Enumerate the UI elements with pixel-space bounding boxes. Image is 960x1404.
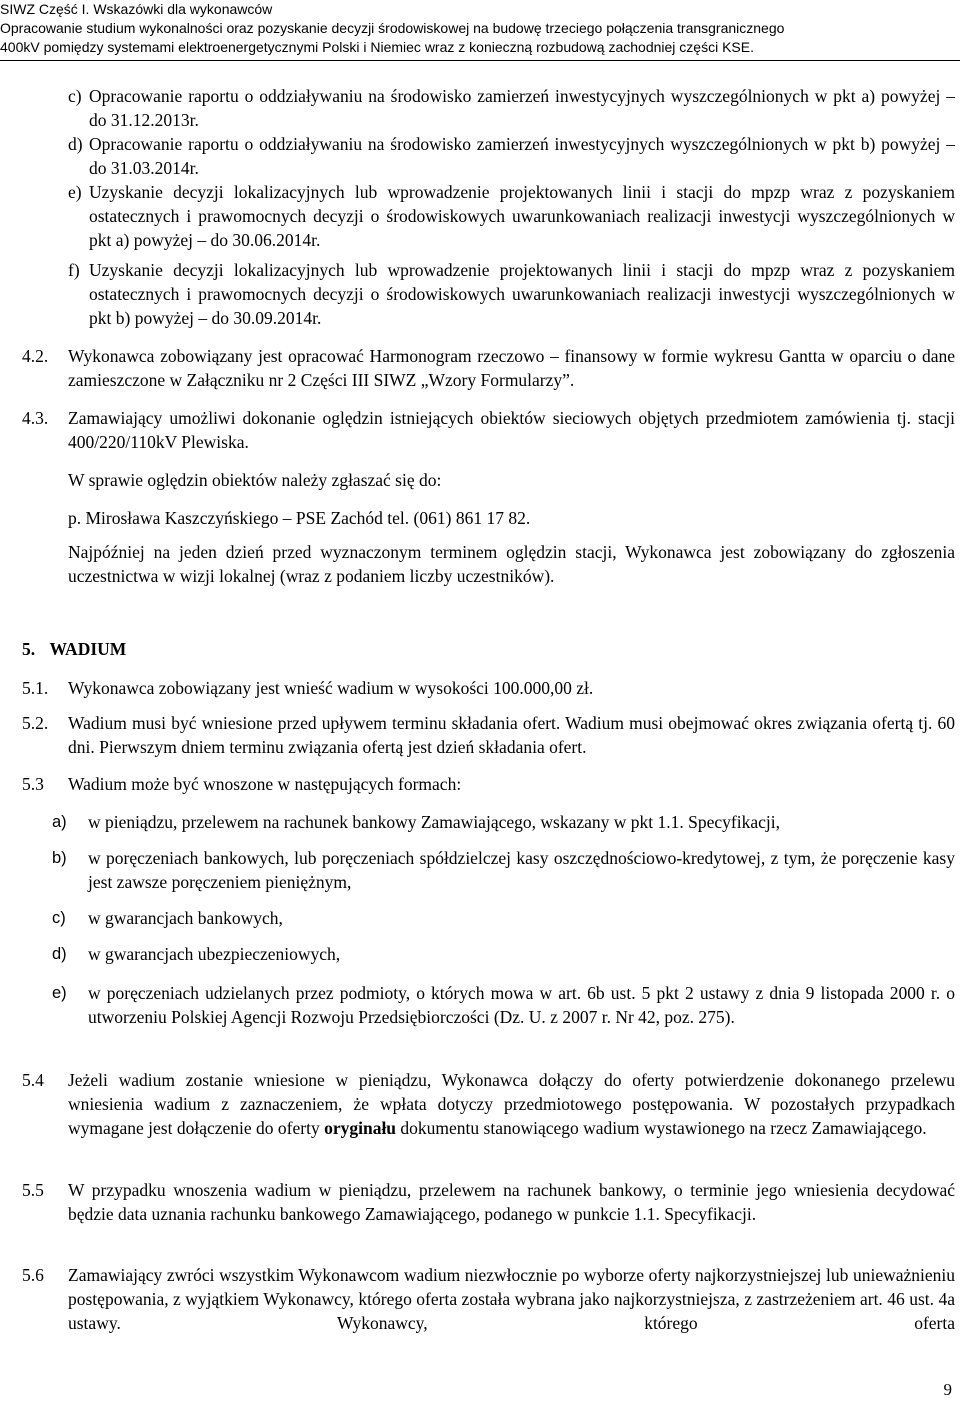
list-item-text: w gwarancjach ubezpieczeniowych, <box>88 944 341 964</box>
section-4-3 <box>22 406 955 454</box>
list-item-d <box>68 132 955 180</box>
list-item-e <box>68 180 955 252</box>
list-item-text: Uzyskanie decyzji lokalizacyjnych lub wprowadzenie projektowanych linii i stacji do mpzp wraz z pozyskaniem ostatecznych i prawomocnych decyzji o środowiskowych uwarunkowaniach realizacji inwestycji wyszczególnionych w pkt b) powyżej – do 30.09.2014r. <box>89 260 955 328</box>
section-5-heading <box>22 637 126 661</box>
section-text: Wykonawca zobowiązany jest wnieść wadium w wysokości 100.000,00 zł. <box>68 678 594 698</box>
list-item-label: c) <box>52 909 66 927</box>
section-5-2 <box>22 711 955 759</box>
list-item-label: a) <box>52 813 67 831</box>
header-project-line-1: Opracowanie studium wykonalności oraz pozyskanie decyzji środowiskowej na budowę trzeciego połączenia transgranicznego <box>0 20 785 36</box>
section-text: Wadium może być wnoszone w następujących formach: <box>68 774 462 794</box>
wadium-form-b <box>52 846 955 894</box>
header-project-line-2: 400kV pomiędzy systemami elektroenergetycznymi Polski i Niemiec wraz z konieczną rozbudową zachodniej części KSE. <box>0 39 754 55</box>
section-5-6 <box>22 1263 955 1335</box>
page-number: 9 <box>943 1380 952 1399</box>
section-text: Wadium musi być wniesione przed upływem terminu składania ofert. Wadium musi obejmować okres związania ofertą tj. 60 dni. Pierwszym dniem terminu związania ofertą jest dzień składania ofert. <box>68 713 955 757</box>
list-item-label: e) <box>68 182 82 202</box>
list-item-label: f) <box>68 260 80 280</box>
section-text: W przypadku wnoszenia wadium w pieniądzu, przelewem na rachunek bankowy, o terminie jego wniesienia decydować będzie data uznania rachunku bankowego Zamawiającego, podanego w punkcie 1.1. Specyfikacji. <box>68 1180 955 1224</box>
section-number: 4.2. <box>22 346 49 366</box>
section-text: Wykonawca zobowiązany jest opracować Harmonogram rzeczowo – finansowy w formie wykresu Gantta w oparciu o dane zamieszczone w Załączniku nr 2 Części III SIWZ „Wzory Formularzy”. <box>68 346 955 390</box>
section-4-2 <box>22 344 955 392</box>
section-number: 5.2. <box>22 713 49 733</box>
page-header <box>0 0 960 61</box>
list-item-text: Opracowanie raportu o oddziaływaniu na środowisko zamierzeń inwestycyjnych wyszczególnionych w pkt b) powyżej – do 31.03.2014r. <box>89 134 955 178</box>
list-item-text: w poręczeniach bankowych, lub poręczeniach spółdzielczej kasy oszczędnościowo-kredytowej, z tym, że poręczenie kasy jest zawsze poręczeniem pieniężnym, <box>88 848 955 892</box>
list-item-text: w gwarancjach bankowych, <box>88 908 283 928</box>
wadium-form-e <box>52 981 955 1029</box>
inspection-note: Najpóźniej na jeden dzień przed wyznaczonym terminem oględzin stacji, Wykonawca jest zobowiązany do zgłoszenia uczestnictwa w wizji lokalnej (wraz z podaniem liczby uczestników). <box>68 542 955 586</box>
wadium-form-c <box>52 906 955 930</box>
list-item-text: Uzyskanie decyzji lokalizacyjnych lub wprowadzenie projektowanych linii i stacji do mpzp wraz z pozyskaniem ostatecznych i prawomocnych decyzji o środowiskowych uwarunkowaniach realizacji inwestycji wyszczególnionych w pkt a) powyżej – do 30.06.2014r. <box>89 182 955 250</box>
section-number: 5.5 <box>22 1180 44 1200</box>
list-item-label: e) <box>52 984 67 1002</box>
section-number: 5.1. <box>22 678 49 698</box>
section-5-3 <box>22 772 955 796</box>
list-item-label: d) <box>68 134 83 154</box>
inspection-contact-intro: W sprawie oględzin obiektów należy zgłaszać się do: <box>68 470 442 490</box>
section-text-part: Jeżeli wadium zostanie wniesione w pieniądzu, Wykonawca dołączy do oferty potwierdzenie dokonanego przelewu wniesienia wadium z zaznaczeniem, że wpłata dotyczy przedmiotowego postępowania. W pozostałych przypadkach wymagane jest dołączenie do oferty <box>68 1070 955 1138</box>
section-number: 5.6 <box>22 1265 44 1285</box>
section-number: 5.3 <box>22 774 44 794</box>
list-item-text: w poręczeniach udzielanych przez podmioty, o których mowa w art. 6b ust. 5 pkt 2 ustawy z dnia 9 listopada 2000 r. o utworzeniu Polskiej Agencji Rozwoju Przedsiębiorczości (Dz. U. z 2007 r. Nr 42, poz. 275). <box>88 983 955 1027</box>
section-title: WADIUM <box>49 639 127 659</box>
section-number: 5.4 <box>22 1070 44 1090</box>
section-text <box>68 1068 955 1140</box>
section-text-part: dokumentu stanowiącego wadium wystawionego na rzecz Zamawiającego. <box>396 1118 927 1138</box>
header-doc-title: SIWZ Część I. Wskazówki dla wykonawców <box>0 1 273 17</box>
section-5-4 <box>22 1068 955 1140</box>
list-item-text: Opracowanie raportu o oddziaływaniu na środowisko zamierzeń inwestycyjnych wyszczególnionych w pkt a) powyżej – do 31.12.2013r. <box>89 86 955 130</box>
section-text: Zamawiający umożliwi dokonanie oględzin istniejących obiektów sieciowych objętych przedmiotem zamówienia tj. stacji 400/220/110kV Plewiska. <box>68 408 955 452</box>
section-5-1 <box>22 676 955 700</box>
list-item-c <box>68 84 955 132</box>
section-number: 5. <box>22 639 36 659</box>
list-item-f <box>68 258 955 330</box>
section-5-5 <box>22 1178 955 1226</box>
list-item-label: c) <box>68 86 82 106</box>
emphasis-original: oryginału <box>324 1118 397 1138</box>
wadium-form-d <box>52 942 955 966</box>
wadium-form-a <box>52 810 955 834</box>
inspection-contact: p. Mirosława Kaszczyńskiego – PSE Zachód tel. (061) 861 17 82. <box>68 508 531 528</box>
list-item-text: w pieniądzu, przelewem na rachunek bankowy Zamawiającego, wskazany w pkt 1.1. Specyfikacji, <box>88 812 780 832</box>
list-item-label: b) <box>52 849 67 867</box>
list-item-label: d) <box>52 945 67 963</box>
section-text: Zamawiający zwróci wszystkim Wykonawcom wadium niezwłocznie po wyborze oferty najkorzystniejszej lub unieważnieniu postępowania, z wyjątkiem Wykonawcy, którego oferta została wybrana jako najkorzystniejsza, z zastrzeżeniem art. 46 ust. 4a ustawy. Wykonawcy, którego oferta <box>68 1265 955 1333</box>
section-number: 4.3. <box>22 408 49 428</box>
